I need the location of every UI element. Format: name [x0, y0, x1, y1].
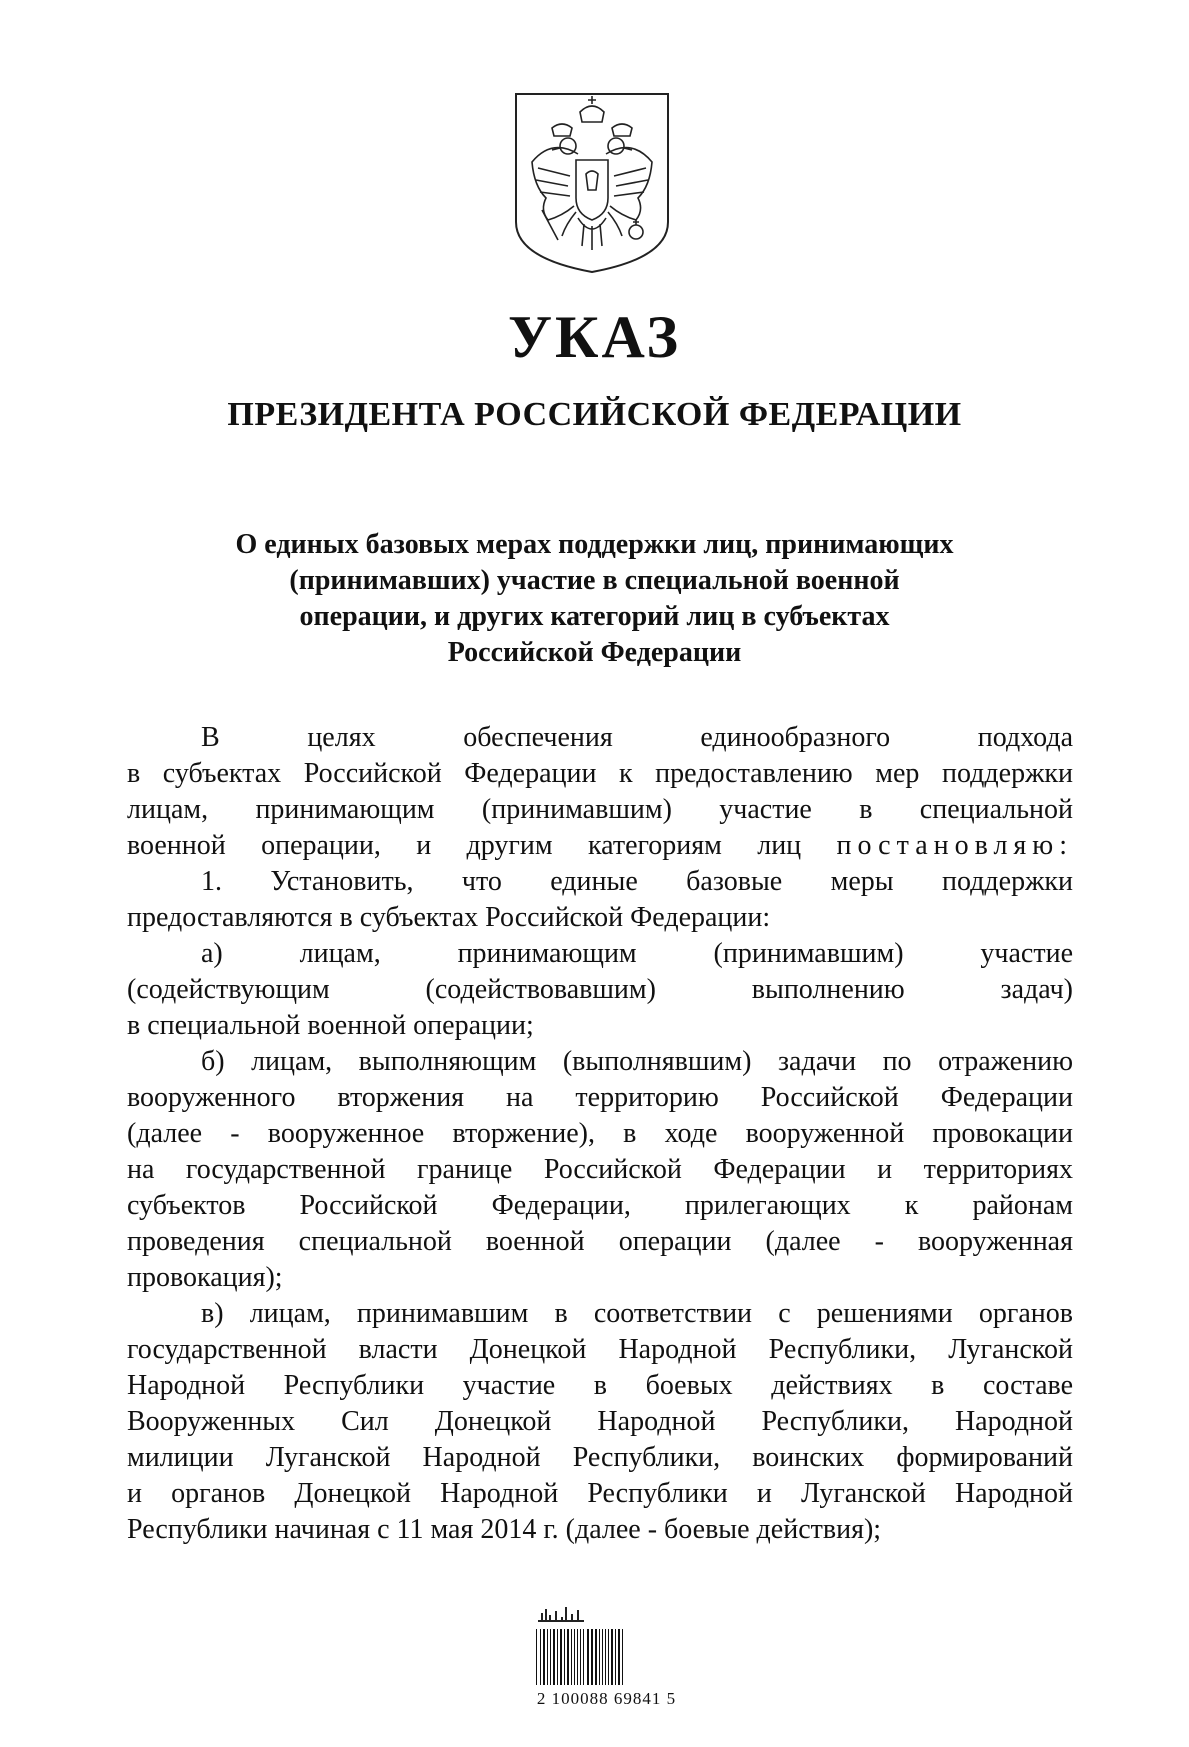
barcode-bar — [602, 1629, 603, 1685]
barcode-bar — [583, 1629, 584, 1685]
body-line: В целях обеспечения единообразного подхода — [201, 722, 1073, 753]
document-title: УКАЗ — [507, 304, 682, 370]
heading-line: О единых базовых мерах поддержки лиц, принимающих — [235, 529, 954, 560]
barcode-bar — [595, 1629, 597, 1685]
body-line: в специальной военной операции; — [127, 1010, 534, 1041]
barcode-icon — [536, 1629, 676, 1685]
barcode-bar — [543, 1629, 545, 1685]
body-line: а) лицам, принимающим (принимавшим) участие — [201, 938, 1073, 969]
body-line: и органов Донецкой Народной Республики и Луганской Народной — [127, 1478, 1073, 1509]
barcode-bar — [574, 1629, 575, 1685]
body-line: милиции Луганской Народной Республики, воинских формирований — [127, 1442, 1073, 1473]
body-line: в) лицам, принимавшим в соответствии с решениями органов — [201, 1298, 1073, 1329]
body-line: проведения специальной военной операции (далее - вооруженная — [127, 1226, 1073, 1257]
heading-line: операции, и других категорий лиц в субъектах — [299, 601, 890, 632]
decree-body — [127, 720, 1073, 1548]
barcode-bar — [540, 1629, 541, 1685]
body-line: лицам, принимающим (принимавшим) участие в специальной — [127, 794, 1073, 825]
barcode-bar — [605, 1629, 606, 1685]
document-subtitle: ПРЕЗИДЕНТА РОССИЙСКОЙ ФЕДЕРАЦИИ — [227, 396, 962, 433]
barcode-bar — [618, 1629, 620, 1685]
barcode-bar — [591, 1629, 593, 1685]
body-line: провокация); — [127, 1262, 283, 1293]
decree-keyword: постановляю: — [836, 830, 1073, 861]
body-line: предоставляются в субъектах Российской Федерации: — [127, 902, 771, 933]
body-line: (содействующим (содействовавшим) выполнению задач) — [127, 974, 1073, 1005]
body-line: в субъектах Российской Федерации к предоставлению мер поддержки — [127, 758, 1073, 789]
barcode-bar — [599, 1629, 600, 1685]
barcode-bar — [587, 1629, 589, 1685]
body-line: б) лицам, выполняющим (выполнявшим) задачи по отражению — [201, 1046, 1073, 1077]
decree-heading — [150, 527, 1039, 671]
barcode-mark-icon — [536, 1605, 586, 1623]
body-line: (далее - вооруженное вторжение), в ходе вооруженной провокации — [127, 1118, 1073, 1149]
body-line — [127, 828, 1073, 864]
barcode-bar — [577, 1629, 578, 1685]
body-line: Вооруженных Сил Донецкой Народной Республики, Народной — [127, 1406, 1073, 1437]
barcode-bar — [536, 1629, 537, 1685]
barcode-bar — [611, 1629, 613, 1685]
heading-line: (принимавших) участие в специальной военной — [289, 565, 900, 596]
barcode-bar — [560, 1629, 562, 1685]
barcode — [524, 1605, 689, 1715]
body-line: субъектов Российской Федерации, прилегающих к районам — [127, 1190, 1073, 1221]
barcode-bar — [622, 1629, 623, 1685]
barcode-number: 2 100088 69841 5 — [536, 1689, 677, 1708]
barcode-bar — [553, 1629, 555, 1685]
barcode-bar — [564, 1629, 565, 1685]
barcode-bar — [547, 1629, 548, 1685]
body-line: 1. Установить, что единые базовые меры поддержки — [201, 866, 1073, 897]
body-line-text: военной операции, и другим категориям лиц — [127, 830, 837, 861]
barcode-bar — [580, 1629, 581, 1685]
heading-line: Российской Федерации — [447, 637, 742, 668]
body-line: вооруженного вторжения на территорию Российской Федерации — [127, 1082, 1073, 1113]
body-line: на государственной границе Российской Федерации и территориях — [127, 1154, 1073, 1185]
body-line: Народной Республики участие в боевых действиях в составе — [127, 1370, 1073, 1401]
barcode-bar — [567, 1629, 569, 1685]
barcode-bar — [557, 1629, 558, 1685]
barcode-bar — [615, 1629, 616, 1685]
barcode-bar — [571, 1629, 572, 1685]
barcode-bar — [550, 1629, 551, 1685]
barcode-bar — [608, 1629, 609, 1685]
coat-of-arms-icon — [512, 90, 672, 276]
body-line: Республики начиная с 11 мая 2014 г. (далее - боевые действия); — [127, 1514, 882, 1545]
body-line: государственной власти Донецкой Народной Республики, Луганской — [127, 1334, 1073, 1365]
